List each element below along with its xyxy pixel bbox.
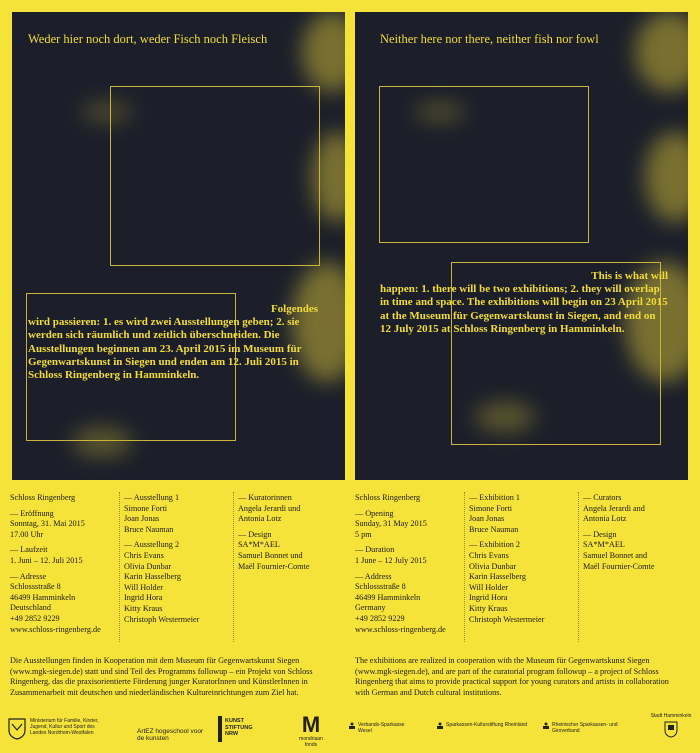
artist-name: Chris Evans xyxy=(124,550,164,560)
curators-label: — Kuratorinnen xyxy=(238,493,292,502)
curator-name: Antonia Lotz xyxy=(583,514,627,524)
opening-date: Sonntag, 31. Mai 2015 xyxy=(10,519,85,529)
opening-time: 17.00 Uhr xyxy=(10,529,44,539)
poster-english xyxy=(355,12,688,480)
curator-name: Angela Jerardi and xyxy=(583,503,645,513)
info-column-de-2 xyxy=(124,493,234,630)
duration-value: 1 June – 12 July 2015 xyxy=(355,555,427,565)
artist-name: Simone Forti xyxy=(124,503,167,513)
designer-name: Samuel Bonnet und xyxy=(238,550,303,560)
logo-mondriaan: M mondriaan fonds xyxy=(296,714,326,748)
artist-name: Will Holder xyxy=(469,582,509,592)
poster-title: Weder hier noch dort, weder Fisch noch Fleisch xyxy=(28,32,268,46)
address-website[interactable]: www.schloss-ringenberg.de xyxy=(355,624,446,634)
info-column-de-3 xyxy=(238,493,348,577)
address-line: Germany xyxy=(355,603,386,613)
duration-label: — Laufzeit xyxy=(10,545,48,555)
logo-rheinischer: Rheinischer Sparkassen- und Giroverband xyxy=(542,722,622,734)
curator-name: Angela Jerardi und xyxy=(238,503,301,513)
artist-name: Will Holder xyxy=(124,582,164,592)
poster-intro-lead: Folgendes xyxy=(270,303,318,315)
exhibition-2-label: — Ausstellung 2 xyxy=(124,540,180,550)
artist-name: Olivia Dunbar xyxy=(469,561,517,571)
info-column-de-1 xyxy=(10,493,120,640)
poster-german xyxy=(12,12,345,480)
nrw-crest-icon xyxy=(8,718,26,740)
designer-name: Maël Fournier-Comte xyxy=(583,561,655,571)
duration-value: 1. Juni – 12. Juli 2015 xyxy=(10,555,83,565)
artist-name: Simone Forti xyxy=(469,503,512,513)
outline-frame-top xyxy=(379,86,589,243)
exhibition-2-label: — Exhibition 2 xyxy=(469,540,520,550)
designer-name: Maël Fournier-Comte xyxy=(238,561,310,571)
outline-frame-top xyxy=(110,86,320,266)
city-crest-icon xyxy=(664,721,678,738)
logo-stadt-hamminkeln: Stadt Hamminkeln xyxy=(648,713,694,740)
footer-text-de: Die Ausstellungen finden in Kooperation mit dem Museum für Gegenwartskunst Siegen (www.mgk-siegen.de) statt und sind Teil des Programms followup – ein Projekt von Schloss Ringenberg, das die praxisorientierte Förderung junger KuratorInnen und KünstlerInnen in Zusammenarbeit mit deutschen und niederländischen Kultureinrichtungen zum Ziel hat. xyxy=(10,656,313,697)
poster-intro-text: happen: 1. there will be two exhibitions; 2. they will overlap in time and space. The exhibitions will begin on 23 April 2015 at the Museum für Gegenwartskunst in Siegen, and end on 12 July 2015 at Schloss Ringenberg in Hamminkeln. xyxy=(380,283,668,335)
duration-label: — Duration xyxy=(355,545,395,555)
address-line: Schlossstraße 8 xyxy=(355,582,406,592)
artist-name: Bruce Nauman xyxy=(469,524,519,534)
opening-label: — Eröffnung xyxy=(10,508,54,518)
designer-name: Samuel Bonnet and xyxy=(583,550,648,560)
curators-label: — Curators xyxy=(583,493,622,502)
opening-label: — Opening xyxy=(355,508,394,518)
exhibition-1-label: — Exhibition 1 xyxy=(469,493,520,502)
artist-name: Ingrid Hora xyxy=(469,593,508,603)
sparkasse-s-icon xyxy=(542,722,550,730)
info-column-en-2 xyxy=(469,493,579,630)
poster-title: Neither here nor there, neither fish nor fowl xyxy=(380,32,599,46)
designer-name: SA*M*AEL xyxy=(238,540,280,550)
design-label: — Design xyxy=(238,529,272,539)
venue-name: Schloss Ringenberg xyxy=(355,493,421,502)
logo-kunststiftung: KUNST STIFTUNG NRW xyxy=(218,716,270,742)
artist-name: Ingrid Hora xyxy=(124,593,163,603)
logo-sparkasse-rheinland: Sparkassen-Kulturstiftung Rheinland xyxy=(436,722,528,728)
design-label: — Design xyxy=(583,529,617,539)
footer-text-en: The exhibitions are realized in cooperation with the Museum für Gegenwartskunst Siegen (www.mgk-siegen.de), and are part of the curatorial program followup – a project of Schloss Ringenberg that aims to provide practical support for young curators and artists in collaboration with German and Dutch cultural institutions. xyxy=(355,656,669,697)
logo-sparkasse-wesel: Verbands-Sparkasse Wesel xyxy=(348,722,418,734)
info-column-en-1 xyxy=(355,493,465,640)
venue-name: Schloss Ringenberg xyxy=(10,493,76,502)
info-column-en-3 xyxy=(583,493,695,577)
logo-ministry: Ministerium für Familie, Kinder, Jugend, Kultur und Sport des Landes Nordrhein-Westfalen xyxy=(8,718,103,736)
artist-name: Kitty Kraus xyxy=(124,603,163,613)
address-label: — Address xyxy=(355,571,392,581)
mondriaan-m-icon: M xyxy=(301,712,321,737)
artist-name: Kitty Kraus xyxy=(469,603,508,613)
sponsor-logos xyxy=(0,710,700,753)
address-label: — Adresse xyxy=(10,571,47,581)
address-line: 46499 Hamminkeln xyxy=(355,592,421,602)
artist-name: Joan Jonas xyxy=(469,514,505,524)
address-phone: +49 2852 9229 xyxy=(10,613,60,623)
address-phone: +49 2852 9229 xyxy=(355,613,405,623)
artist-name: Olivia Dunbar xyxy=(124,561,172,571)
artist-name: Bruce Nauman xyxy=(124,524,174,534)
sparkasse-s-icon xyxy=(436,722,444,730)
exhibition-1-label: — Ausstellung 1 xyxy=(124,493,180,502)
artist-name: Karin Hasselberg xyxy=(124,572,181,582)
curator-name: Antonia Lotz xyxy=(238,514,282,524)
logo-artez: ArtEZ hogeschool voor de kunsten xyxy=(137,728,204,742)
artist-name: Christoph Westermeier xyxy=(469,614,545,624)
poster-intro-lead: This is what will xyxy=(591,270,668,282)
poster-intro-text: wird passieren: 1. es wird zwei Ausstellungen geben; 2. sie werden sich räumlich und zeitlich überschneiden. Die Ausstellungen beginnen am 23. April 2015 im Museum für Gegenwartskunst in Siegen und enden am 12. Juli 2015 in Schloss Ringenberg in Hamminkeln. xyxy=(28,316,302,381)
artist-name: Christoph Westermeier xyxy=(124,614,200,624)
artist-name: Karin Hasselberg xyxy=(469,572,526,582)
opening-time: 5 pm xyxy=(355,529,372,539)
address-website[interactable]: www.schloss-ringenberg.de xyxy=(10,624,101,634)
address-line: 46499 Hamminkeln xyxy=(10,592,76,602)
opening-date: Sunday, 31 May 2015 xyxy=(355,519,427,529)
address-line: Deutschland xyxy=(10,603,51,613)
address-line: Schlossstraße 8 xyxy=(10,582,61,592)
sparkasse-s-icon xyxy=(348,722,356,730)
poster-intro xyxy=(28,303,318,382)
designer-name: SA*M*AEL xyxy=(583,540,625,550)
artist-name: Chris Evans xyxy=(469,550,509,560)
artist-name: Joan Jonas xyxy=(124,514,160,524)
poster-intro xyxy=(380,270,668,336)
